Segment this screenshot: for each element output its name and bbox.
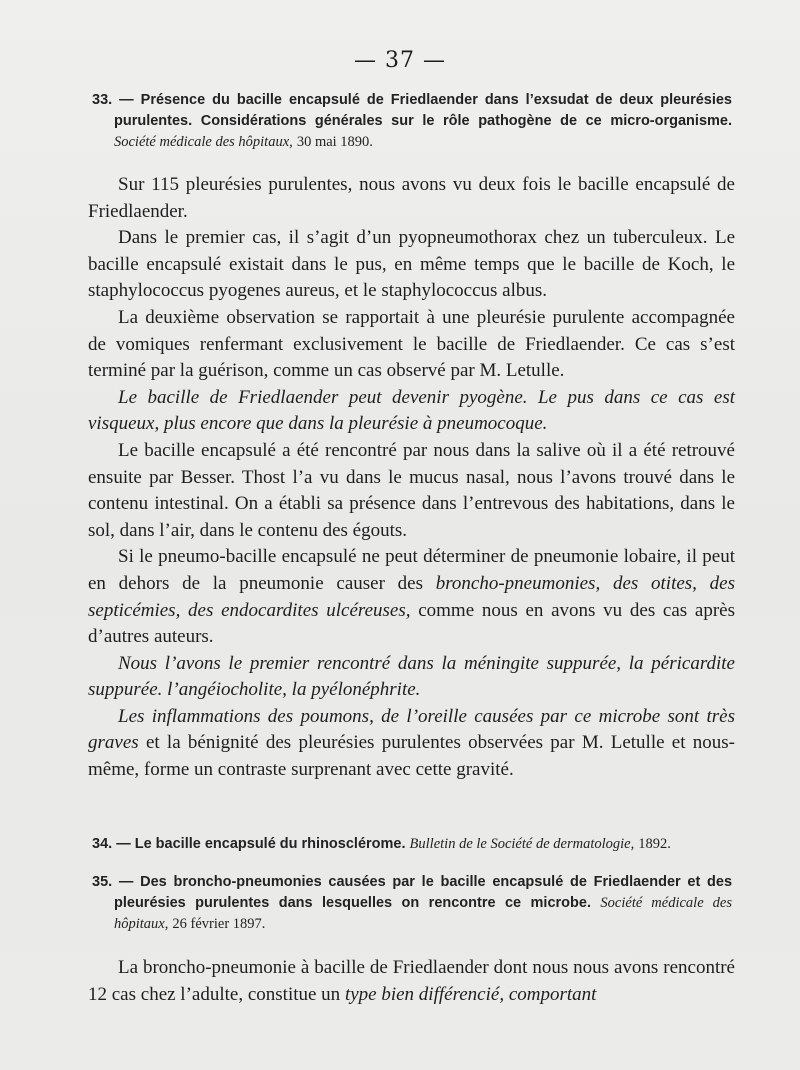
paragraph-text: La broncho-pneumonie à bacille de Friedlaender dont nous nous avons rencontré 12 cas chez l’adulte, constitue un [88, 957, 735, 1005]
paragraph-italic: Le bacille de Friedlaender peut devenir pyogène. Le pus dans ce cas est visqueux, plus encore que dans la pleurésie à pneumocoque. [88, 386, 735, 435]
entry-title: — Le bacille encapsulé du rhinosclérome. [116, 836, 406, 852]
paragraph-italic: Nous l’avons le premier rencontré dans la méningite suppurée, la péricardite suppurée. l’angéiocholite, la pyélonéphrite. [88, 652, 735, 701]
entry-date: 1892. [638, 836, 671, 852]
entry-number: 34. [92, 836, 113, 852]
page-number: — 37 — [354, 48, 446, 73]
bibliography-entry-34 [92, 834, 732, 855]
paragraph: Le bacille encapsulé a été rencontré par nous dans la salive où il a été retrouvé ensuite par Besser. Thost l’a vu dans le mucus nasal, nous l’avons trouvé dans le contenu intestinal. On a établi sa présence dans l’entrevous des habitations, dans le sol, dans l’air, dans le contenu des égouts. [88, 439, 735, 541]
bibliography-entry-35 [92, 872, 732, 935]
paragraph-text: comme nous en avons vu des cas après d’autres auteurs. [88, 599, 735, 648]
bibliography-entry-33 [92, 90, 732, 153]
entry-journal: Bulletin de le Société de dermatologie, [409, 836, 635, 852]
paragraph: Dans le premier cas, il s’agit d’un pyopneumothorax chez un tuberculeux. Le bacille encapsulé existait dans le pus, en même temps que le bacille de Koch, le staphylococcus pyogenes aureus, et le staphylococcus albus. [88, 227, 735, 302]
paragraph-italic-text: type bien différencié, comportant [344, 983, 597, 1005]
paragraph: La deuxième observation se rapportait à une pleurésie purulente accompagnée de vomiques renfermant exclusivement le bacille de Friedlaender. Ce cas s’est terminé par la guérison, comme un cas observé par M. Letulle. [88, 306, 735, 382]
entry-title: — Présence du bacille encapsulé de Friedlaender dans l’exsudat de deux pleurésies purulentes. Considérations générales sur le rôle pathogène de ce micro-organisme. [114, 92, 732, 129]
entry-journal: Société médicale des hôpitaux, [114, 134, 293, 150]
paragraph [88, 955, 735, 1008]
entry-journal: Société médicale des hôpitaux, [114, 895, 733, 932]
paragraph [88, 544, 735, 650]
entry-title: — Des broncho-pneumonies causées par le bacille encapsulé de Friedlaender et des pleurésies purulentes dans lesquelles on rencontre ce microbe. [114, 874, 733, 911]
entry-date: 30 mai 1890. [296, 134, 373, 150]
paragraph [88, 704, 735, 784]
paragraph-text: Si le pneumo-bacille encapsulé ne peut déterminer de pneumonie lobaire, il peut en dehors de la pneumonie causer des [88, 546, 735, 594]
entry-number: 33. [92, 92, 113, 108]
paragraph-text: et la bénignité des pleurésies purulentes observées par M. Letulle et nous-même, forme un contraste surprenant avec cette gravité. [88, 732, 736, 781]
body-text-section-2 [88, 955, 735, 1008]
entry-date: 26 février 1897. [172, 916, 266, 932]
paragraph-italic-text: Les inflammations des poumons, de l’oreille causées par ce microbe sont très graves [88, 705, 735, 754]
entry-number: 35. [92, 874, 113, 890]
paragraph: Sur 115 pleurésies purulentes, nous avons vu deux fois le bacille encapsulé de Friedlaender. [88, 174, 735, 222]
body-text-section-1 [88, 172, 735, 784]
paragraph-italic-text: broncho-pneumonies, des otites, des septicémies, des endocardites ulcéreuses, [88, 572, 735, 621]
